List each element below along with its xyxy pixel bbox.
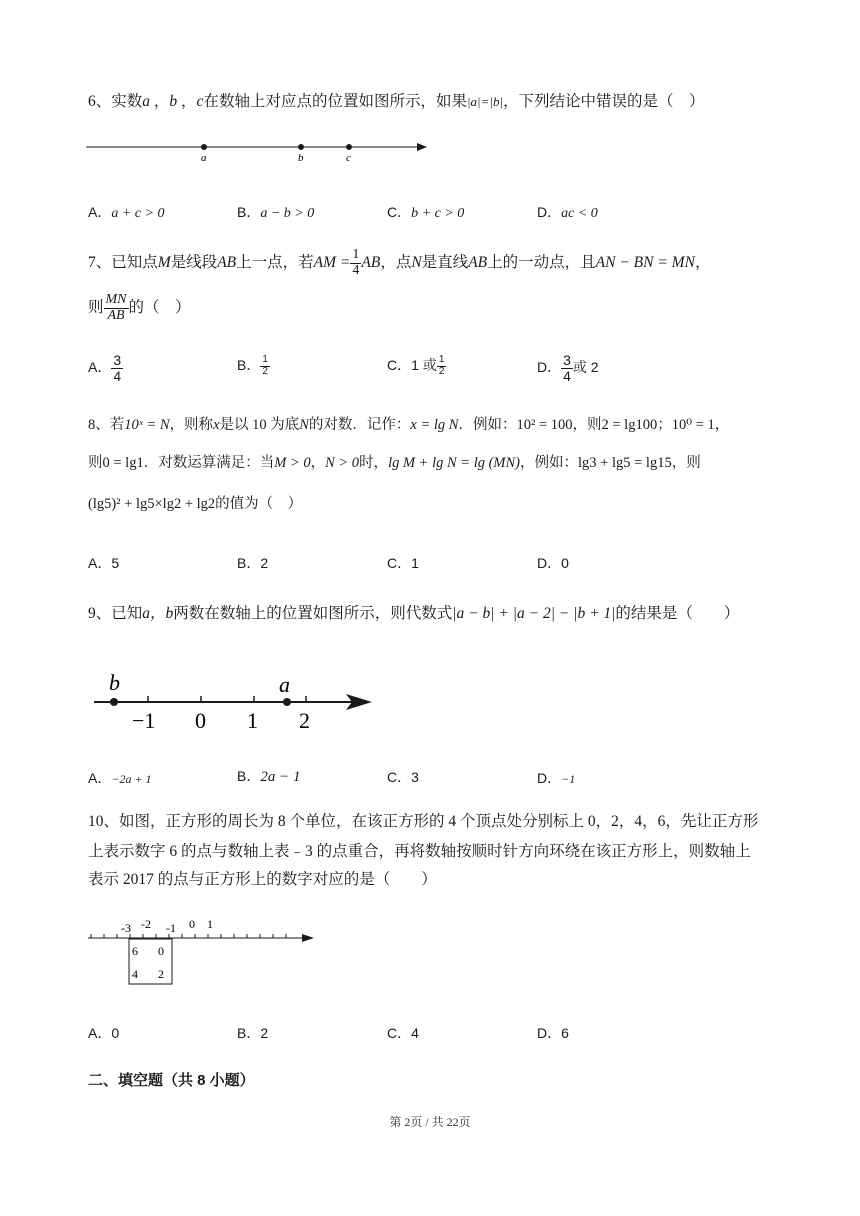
q8-option-c[interactable]: [387, 553, 419, 573]
option-text: 4: [411, 1025, 419, 1041]
q10-square-label: 2: [158, 967, 164, 981]
q8-formula: 10⁰ = 1: [671, 417, 715, 433]
q8-text: ，则: [671, 455, 701, 471]
q7-var: AB: [361, 253, 381, 271]
q7-fraction: [350, 248, 361, 278]
option-letter: C．: [387, 204, 412, 220]
q6-number-line: [84, 136, 434, 166]
q7-option-a[interactable]: [88, 353, 123, 383]
q7-text: 是直线: [421, 253, 469, 271]
q8-var: x: [213, 417, 220, 433]
option-text: 1 或: [411, 357, 437, 373]
option-text: ac < 0: [561, 206, 598, 221]
q7-var: M: [157, 253, 171, 271]
q6-option-b[interactable]: [237, 202, 314, 222]
fraction-denominator: 4: [113, 367, 122, 384]
fraction-numerator: 3: [563, 352, 571, 368]
q8-text: ．对数运算满足：当: [143, 455, 275, 471]
option-letter: A．: [88, 1025, 112, 1041]
option-text: 6: [561, 1025, 569, 1041]
option-text: 3: [411, 769, 419, 785]
option-letter: D．: [537, 204, 562, 220]
fraction-denominator: AB: [107, 307, 125, 323]
q10-square-label: 4: [132, 967, 138, 981]
option-letter: B．: [237, 768, 261, 784]
option-text: 5: [111, 555, 120, 571]
q10-option-a[interactable]: [88, 1023, 119, 1043]
option-text: b + c > 0: [411, 206, 465, 221]
q9-expression: |a − b| + |a − 2| − |b + 1|: [452, 605, 616, 622]
q6-option-a[interactable]: [88, 202, 164, 222]
q9-option-d[interactable]: [537, 768, 575, 788]
q8-formula: 2 = lg100: [601, 417, 658, 433]
q10-tick-label: -2: [141, 917, 151, 931]
q7-option-b[interactable]: [237, 355, 270, 377]
q10-tick-label: -1: [166, 921, 176, 935]
q9-text: 的结果是（ ）: [615, 605, 740, 622]
option-text: −1: [561, 772, 576, 786]
q7-var: AB: [468, 253, 488, 271]
q9-point-a: [283, 698, 291, 706]
option-letter: C．: [387, 1025, 412, 1041]
q9-option-c[interactable]: [387, 767, 419, 787]
option-letter: D．: [537, 1025, 562, 1041]
q8-text: ，: [714, 417, 730, 433]
page-footer: 第 2页 / 共 22页: [389, 1115, 471, 1129]
q7-text: 上的一动点，且: [487, 253, 596, 271]
q10-tick-label: 0: [189, 917, 195, 931]
section-heading: 二、填空题（共 8 小题）: [88, 1072, 255, 1089]
q6-stem: 6、实数a ，b ，c在数轴上对应点的位置如图所示，如果|a|=|b|，下列结论中错误的是（ ）: [88, 93, 705, 110]
option-text: 0: [561, 555, 569, 571]
option-letter: B．: [237, 357, 261, 373]
fraction-denominator: 2: [438, 365, 445, 377]
q6-var-a: a: [142, 93, 151, 110]
q10-stem-line3: 表示 2017 的点与正方形上的数字对应的是（ ）: [88, 871, 437, 888]
q8-formula: N > 0: [325, 455, 360, 471]
q8-var: N: [299, 417, 309, 433]
q7-option-d[interactable]: [537, 353, 599, 383]
option-letter: A．: [88, 204, 112, 220]
q7-text: 是线段: [170, 253, 218, 271]
q10-stem-line2: 上表示数字 6 的点与数轴上表﹣3 的点重合，再将数轴按顺时针方向环绕在该正方形上，则数轴上: [88, 843, 751, 860]
q8-option-b[interactable]: [237, 553, 268, 573]
q7-text: 7、已知点: [88, 253, 158, 271]
q7-option-c[interactable]: [387, 355, 446, 377]
option-letter: C．: [387, 769, 412, 785]
option-letter: B．: [237, 1025, 261, 1041]
option-letter: C．: [387, 555, 412, 571]
q8-stem-line3: [88, 497, 302, 512]
q7-ratio: [104, 293, 129, 323]
option-text: 2: [260, 1025, 269, 1041]
q7-var: AB: [217, 253, 237, 271]
q7-var: N: [411, 253, 422, 271]
option-fraction: [437, 355, 447, 377]
fraction-numerator: 1: [352, 247, 360, 262]
option-text: a − b > 0: [260, 206, 315, 221]
q8-text: ，例如：: [520, 455, 578, 471]
q8-formula: lg M + lg N = lg (MN): [388, 455, 520, 471]
q9-option-b[interactable]: [237, 766, 300, 786]
option-fraction: [561, 353, 573, 383]
q8-text: ，则: [572, 417, 602, 433]
q10-option-b[interactable]: [237, 1023, 268, 1043]
q9-tick-label: 1: [247, 708, 258, 733]
q8-formula: 10² = 100: [516, 417, 573, 433]
option-letter: B．: [237, 555, 261, 571]
q8-text: ；: [657, 417, 672, 433]
q8-formula: 0 = lg1: [102, 455, 144, 471]
q9-number-line: [90, 668, 380, 738]
q8-formula: lg3 + lg5 = lg15: [578, 455, 672, 471]
q7-stem-line1: [88, 248, 710, 278]
q8-text: 8、若: [88, 417, 125, 433]
option-letter: D．: [537, 555, 562, 571]
option-text: a + c > 0: [111, 206, 165, 221]
q6-point-b: [298, 144, 304, 150]
q9-tick-label: 2: [299, 708, 310, 733]
q10-stem-line1: 10、如图，正方形的周长为 8 个单位，在该正方形的 4 个顶点处分别标上 0，2，4，6，先让正方形: [88, 813, 759, 830]
option-fraction: [111, 353, 123, 383]
option-letter: A．: [88, 555, 112, 571]
option-letter: D．: [537, 358, 562, 375]
fraction-denominator: 4: [563, 367, 571, 384]
q7-text: 上一点，若: [236, 253, 314, 271]
q9-option-a[interactable]: [88, 768, 152, 788]
q8-option-d[interactable]: [537, 553, 569, 573]
q7-text: ，点: [380, 253, 412, 271]
q8-formula: (lg5)² + lg5×lg2 + lg2: [88, 496, 216, 512]
q6-condition: |a|=|b|: [466, 94, 504, 109]
q8-formula: 10ˣ = N: [124, 417, 170, 433]
fraction-numerator: MN: [105, 292, 127, 307]
option-text: 0: [111, 1025, 120, 1041]
q7-text: 则: [88, 298, 104, 316]
q10-square-label: 0: [158, 944, 164, 958]
q8-formula: x = lg N: [410, 417, 459, 433]
q10-option-d[interactable]: [537, 1023, 569, 1043]
q8-option-a[interactable]: [88, 553, 119, 573]
q6-stem-text3: ，下列结论中错误的是（ ）: [503, 93, 705, 110]
q6-stem-text: 6、实数: [88, 93, 143, 110]
option-text: −2a + 1: [111, 772, 152, 786]
q8-formula: M > 0: [274, 455, 311, 471]
q10-square-label: 6: [132, 944, 138, 958]
q7-stem-line2: [88, 293, 191, 323]
q6-point-a: [201, 144, 207, 150]
option-letter: A．: [88, 358, 112, 375]
q9-tick-label: −1: [132, 708, 156, 733]
q7-text: 的（ ）: [128, 298, 191, 316]
option-text: 2a − 1: [260, 769, 301, 785]
q6-var-b: b: [169, 93, 178, 110]
q10-tick-label: -3: [121, 921, 131, 935]
q10-option-c[interactable]: [387, 1023, 419, 1043]
q6-label-b: b: [298, 152, 304, 164]
q7-var: AM =: [313, 253, 351, 271]
q8-text: 时，: [359, 455, 389, 471]
q8-text: 的值为（ ）: [215, 496, 303, 512]
q9-label-b: b: [109, 670, 120, 695]
q9-point-b: [110, 698, 118, 706]
option-text: 1: [411, 555, 419, 571]
q8-text: ，: [310, 455, 326, 471]
q8-stem-line2: [88, 456, 701, 471]
q8-text: 的对数．记作：: [308, 417, 411, 433]
q8-text: 则: [88, 455, 103, 471]
q9-text: 9、已知: [88, 605, 143, 622]
q6-stem-text2: 在数轴上对应点的位置如图所示，如果: [203, 93, 467, 110]
fraction-numerator: 1: [438, 354, 445, 366]
option-letter: D．: [537, 770, 562, 786]
fraction-numerator: 1: [262, 354, 268, 366]
q8-text: ．例如：: [458, 417, 517, 433]
q6-point-c: [346, 144, 352, 150]
q8-stem-line1: [88, 418, 729, 433]
q10-tick-label: 1: [207, 917, 213, 931]
option-letter: C．: [387, 357, 412, 373]
q8-text: 是以 10 为底: [219, 417, 300, 433]
q6-option-d[interactable]: [537, 202, 598, 222]
option-fraction: [260, 355, 270, 377]
q6-var-c: c: [196, 93, 204, 110]
q10-diagram: [86, 914, 320, 988]
fraction-denominator: 4: [352, 262, 360, 278]
q7-text: ，: [694, 253, 711, 271]
q9-stem: [88, 606, 739, 622]
q8-text: ，则称: [169, 417, 214, 433]
option-text: 或 2: [572, 358, 599, 375]
q9-vars: a，b: [142, 605, 174, 622]
option-letter: B．: [237, 204, 261, 220]
q6-option-c[interactable]: [387, 202, 464, 222]
q9-text: 两数在数轴上的位置如图所示，则代数式: [173, 605, 453, 622]
option-letter: A．: [88, 770, 112, 786]
option-text: 2: [260, 555, 269, 571]
q9-tick-label: 0: [195, 708, 206, 733]
q6-label-c: c: [346, 152, 351, 164]
fraction-denominator: 2: [262, 365, 268, 377]
q6-label-a: a: [201, 152, 207, 164]
q7-condition: AN − BN = MN: [595, 253, 695, 271]
fraction-numerator: 3: [113, 352, 122, 368]
q9-label-a: a: [279, 672, 290, 697]
